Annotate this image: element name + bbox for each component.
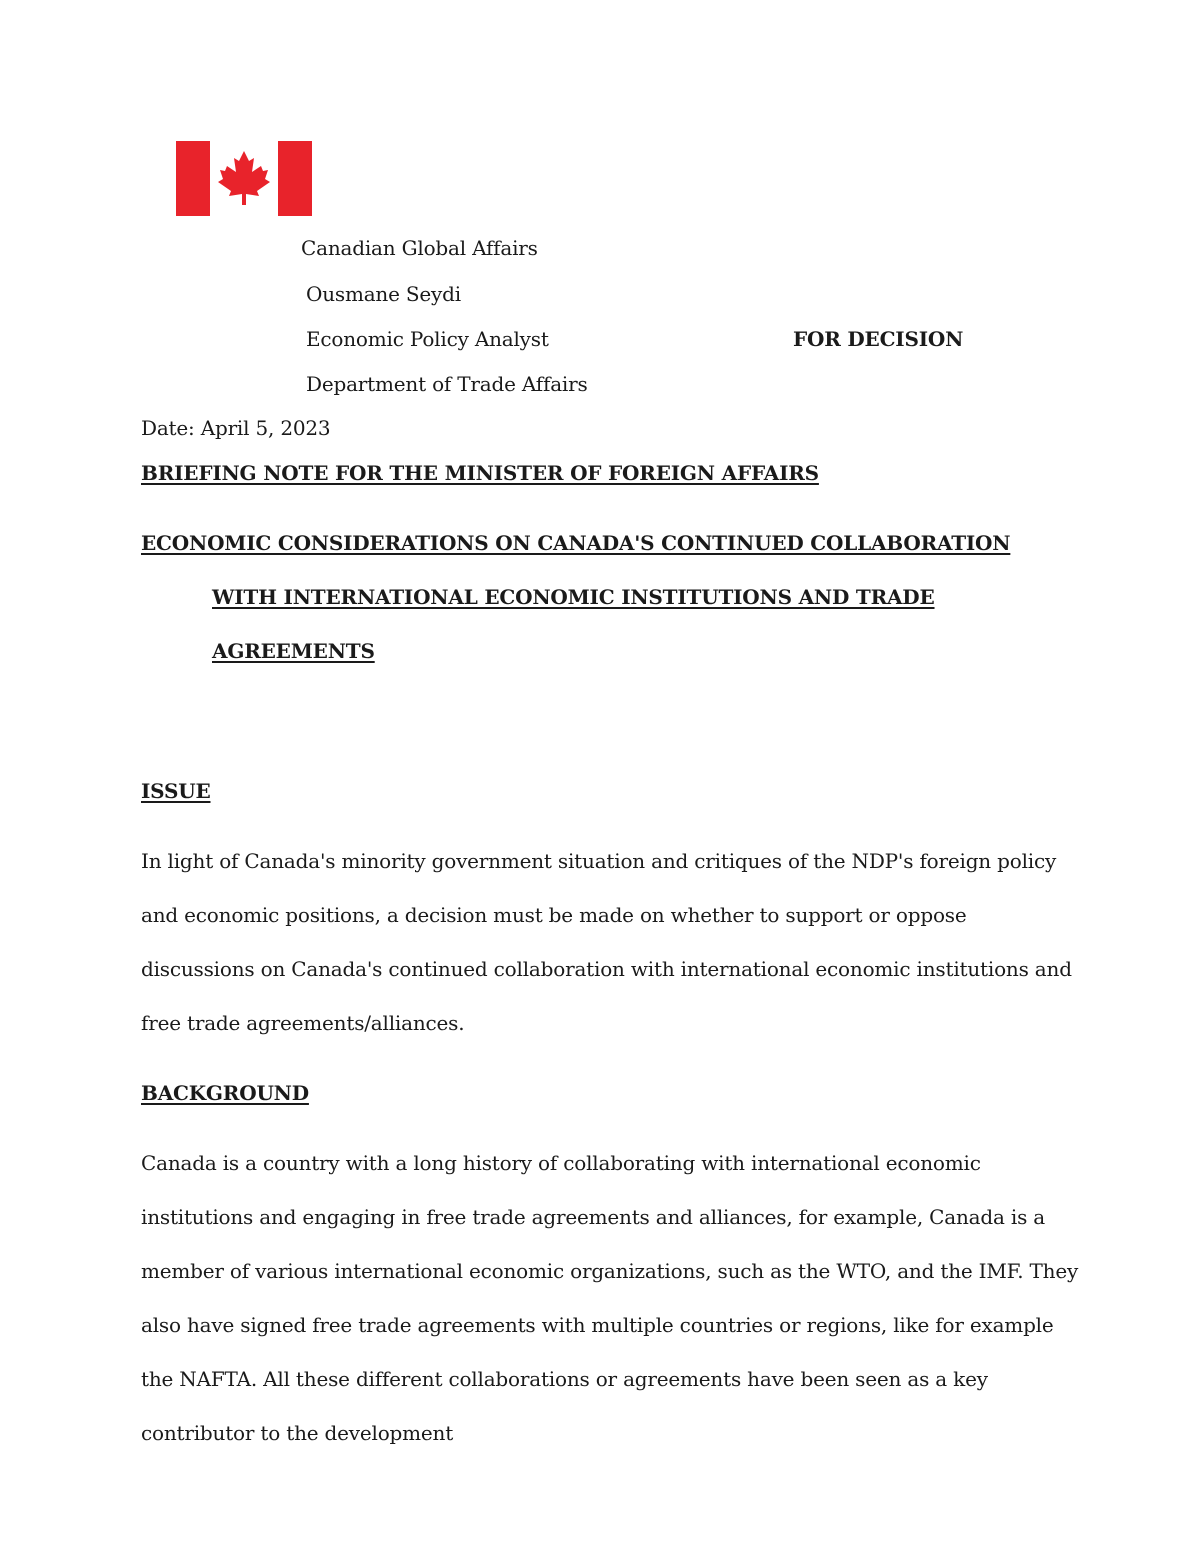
issue-paragraph: In light of Canada's minority government situation and critiques of the NDP's foreign policy and economic positions, a decision must be made on whether to support or oppose discussions on Canada's continued collaboration with international economic institutions and free trade agreements/alliances. bbox=[141, 849, 1072, 1035]
issue-heading: ISSUE bbox=[141, 779, 211, 803]
background-paragraph: Canada is a country with a long history of collaborating with international economic institutions and engaging in free trade agreements and alliances, for example, Canada is a member of various international economic organizations, such as the WTO, and the IMF. They also have signed free trade agreements with multiple countries or regions, like for example the NAFTA. All these different collaborations or agreements have been seen as a key contributor to the development bbox=[141, 1151, 1079, 1445]
briefing-title: BRIEFING NOTE FOR THE MINISTER OF FOREIGN AFFAIRS bbox=[141, 461, 819, 485]
author-position: Economic Policy Analyst bbox=[306, 327, 549, 351]
canada-flag-icon bbox=[176, 141, 312, 216]
decision-label: FOR DECISION bbox=[793, 327, 964, 351]
subject-title-line-3: AGREEMENTS bbox=[212, 639, 375, 663]
document-date: Date: April 5, 2023 bbox=[141, 416, 331, 440]
subject-title-line-2: WITH INTERNATIONAL ECONOMIC INSTITUTIONS AND TRADE bbox=[212, 585, 935, 609]
unit-name: Department of Trade Affairs bbox=[306, 372, 588, 396]
subject-title-line-1: ECONOMIC CONSIDERATIONS ON CANADA'S CONTINUED COLLABORATION bbox=[141, 531, 1011, 555]
background-heading: BACKGROUND bbox=[141, 1081, 309, 1105]
department-name: Canadian Global Affairs bbox=[301, 236, 538, 260]
author-name: Ousmane Seydi bbox=[306, 282, 461, 306]
